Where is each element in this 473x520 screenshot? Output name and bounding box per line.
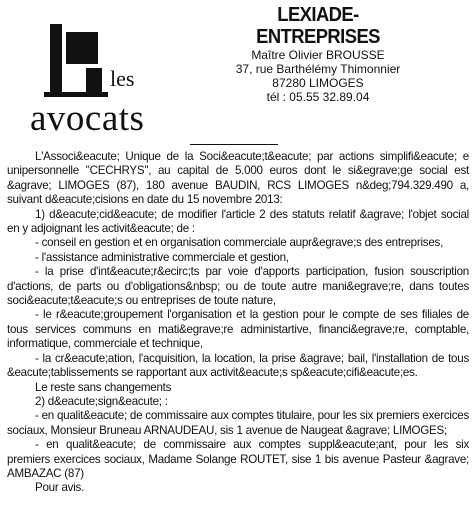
notice-paragraph: Pour avis. [35, 481, 85, 495]
divider-line [190, 144, 278, 145]
firm-name: LEXIADE-ENTREPRISES [256, 4, 380, 48]
lawyer-name: Maître Olivier BROUSSE [251, 48, 385, 62]
legal-notice-body [7, 150, 469, 496]
notice-paragraph: Le reste sans changements [35, 380, 172, 394]
logo-text-les: les [110, 66, 135, 91]
firm-city: 87280 LIMOGES [272, 76, 364, 90]
firm-header [210, 4, 426, 104]
notice-paragraph: - conseil en gestion et en organisation commerciale aupr&egrave;s des entreprises, [35, 236, 444, 250]
logo-text-avocats: avocats [30, 98, 145, 139]
notice-paragraph: L'Associ&eacute; Unique de la Soci&eacute;t&eacute; par actions simplifi&eacute; e unipersonnelle "CECHRYS", au capital de 5.000 euros dont le si&egrave;ge social est &agrave; LIMOGES (87), 180 avenue BAUDIN, RCS LIMOGES n&deg;794.329.490 a, suivant d&eacute;cisions en date du 15 novembre 2013: [7, 150, 469, 207]
notice-paragraph: - la prise d'int&eacute;r&ecirc;ts par voie d'apports participation, fusion souscription d'actions, de parts ou d'obligations&nbsp; ou de toute autre mani&egrave;re, dans toutes soci&eacute;t&eacute;s ou entreprises de toute nature, [7, 265, 469, 308]
notice-paragraph: - en qualit&eacute; de commissaire aux comptes titulaire, pour les six premiers exercices sociaux, Monsieur Bruneau ARNAUDEAU, sis 1 avenue de Naugeat &agrave; LIMOGES; [7, 409, 469, 437]
notice-paragraph: - la cr&eacute;ation, l'acquisition, la location, la prise &agrave; bail, l'installation de tous &eacute;tablissements se rapportant aux activit&eacute;s sp&eacute;cifi&eacute;es. [7, 351, 469, 380]
firm-street-address: 37, rue Barthélémy Thimonnier [235, 62, 401, 76]
notice-paragraph: - le r&eacute;groupement l'organisation et la gestion pour le compte de ses filiales de tous services communs en mati&egrave;re administartive, financi&egrave;re, comptable, informatique, commerciale et technique, [7, 308, 469, 351]
notice-paragraph: - l'assistance administrative commerciale et gestion, [35, 250, 289, 264]
notice-paragraph: - en qualit&eacute; de commissaire aux comptes suppl&eacute;ant, pour les six premiers exercices sociaux, Madame Solange ROUTET, sise 1 bis avenue Pasteur &agrave; AMBAZAC (87) [7, 438, 469, 480]
logo [24, 8, 174, 139]
notice-paragraph: 2) d&eacute;sign&eacute; : [35, 394, 168, 408]
notice-paragraph: 1) d&eacute;cid&eacute; de modifier l'article 2 des statuts relatif &agrave; l'objet social en y adjoignant les activit&eacute; de : [7, 207, 469, 236]
logo-blocks-icon [24, 8, 174, 100]
firm-phone: tél : 05.55 32.89.04 [266, 90, 370, 104]
